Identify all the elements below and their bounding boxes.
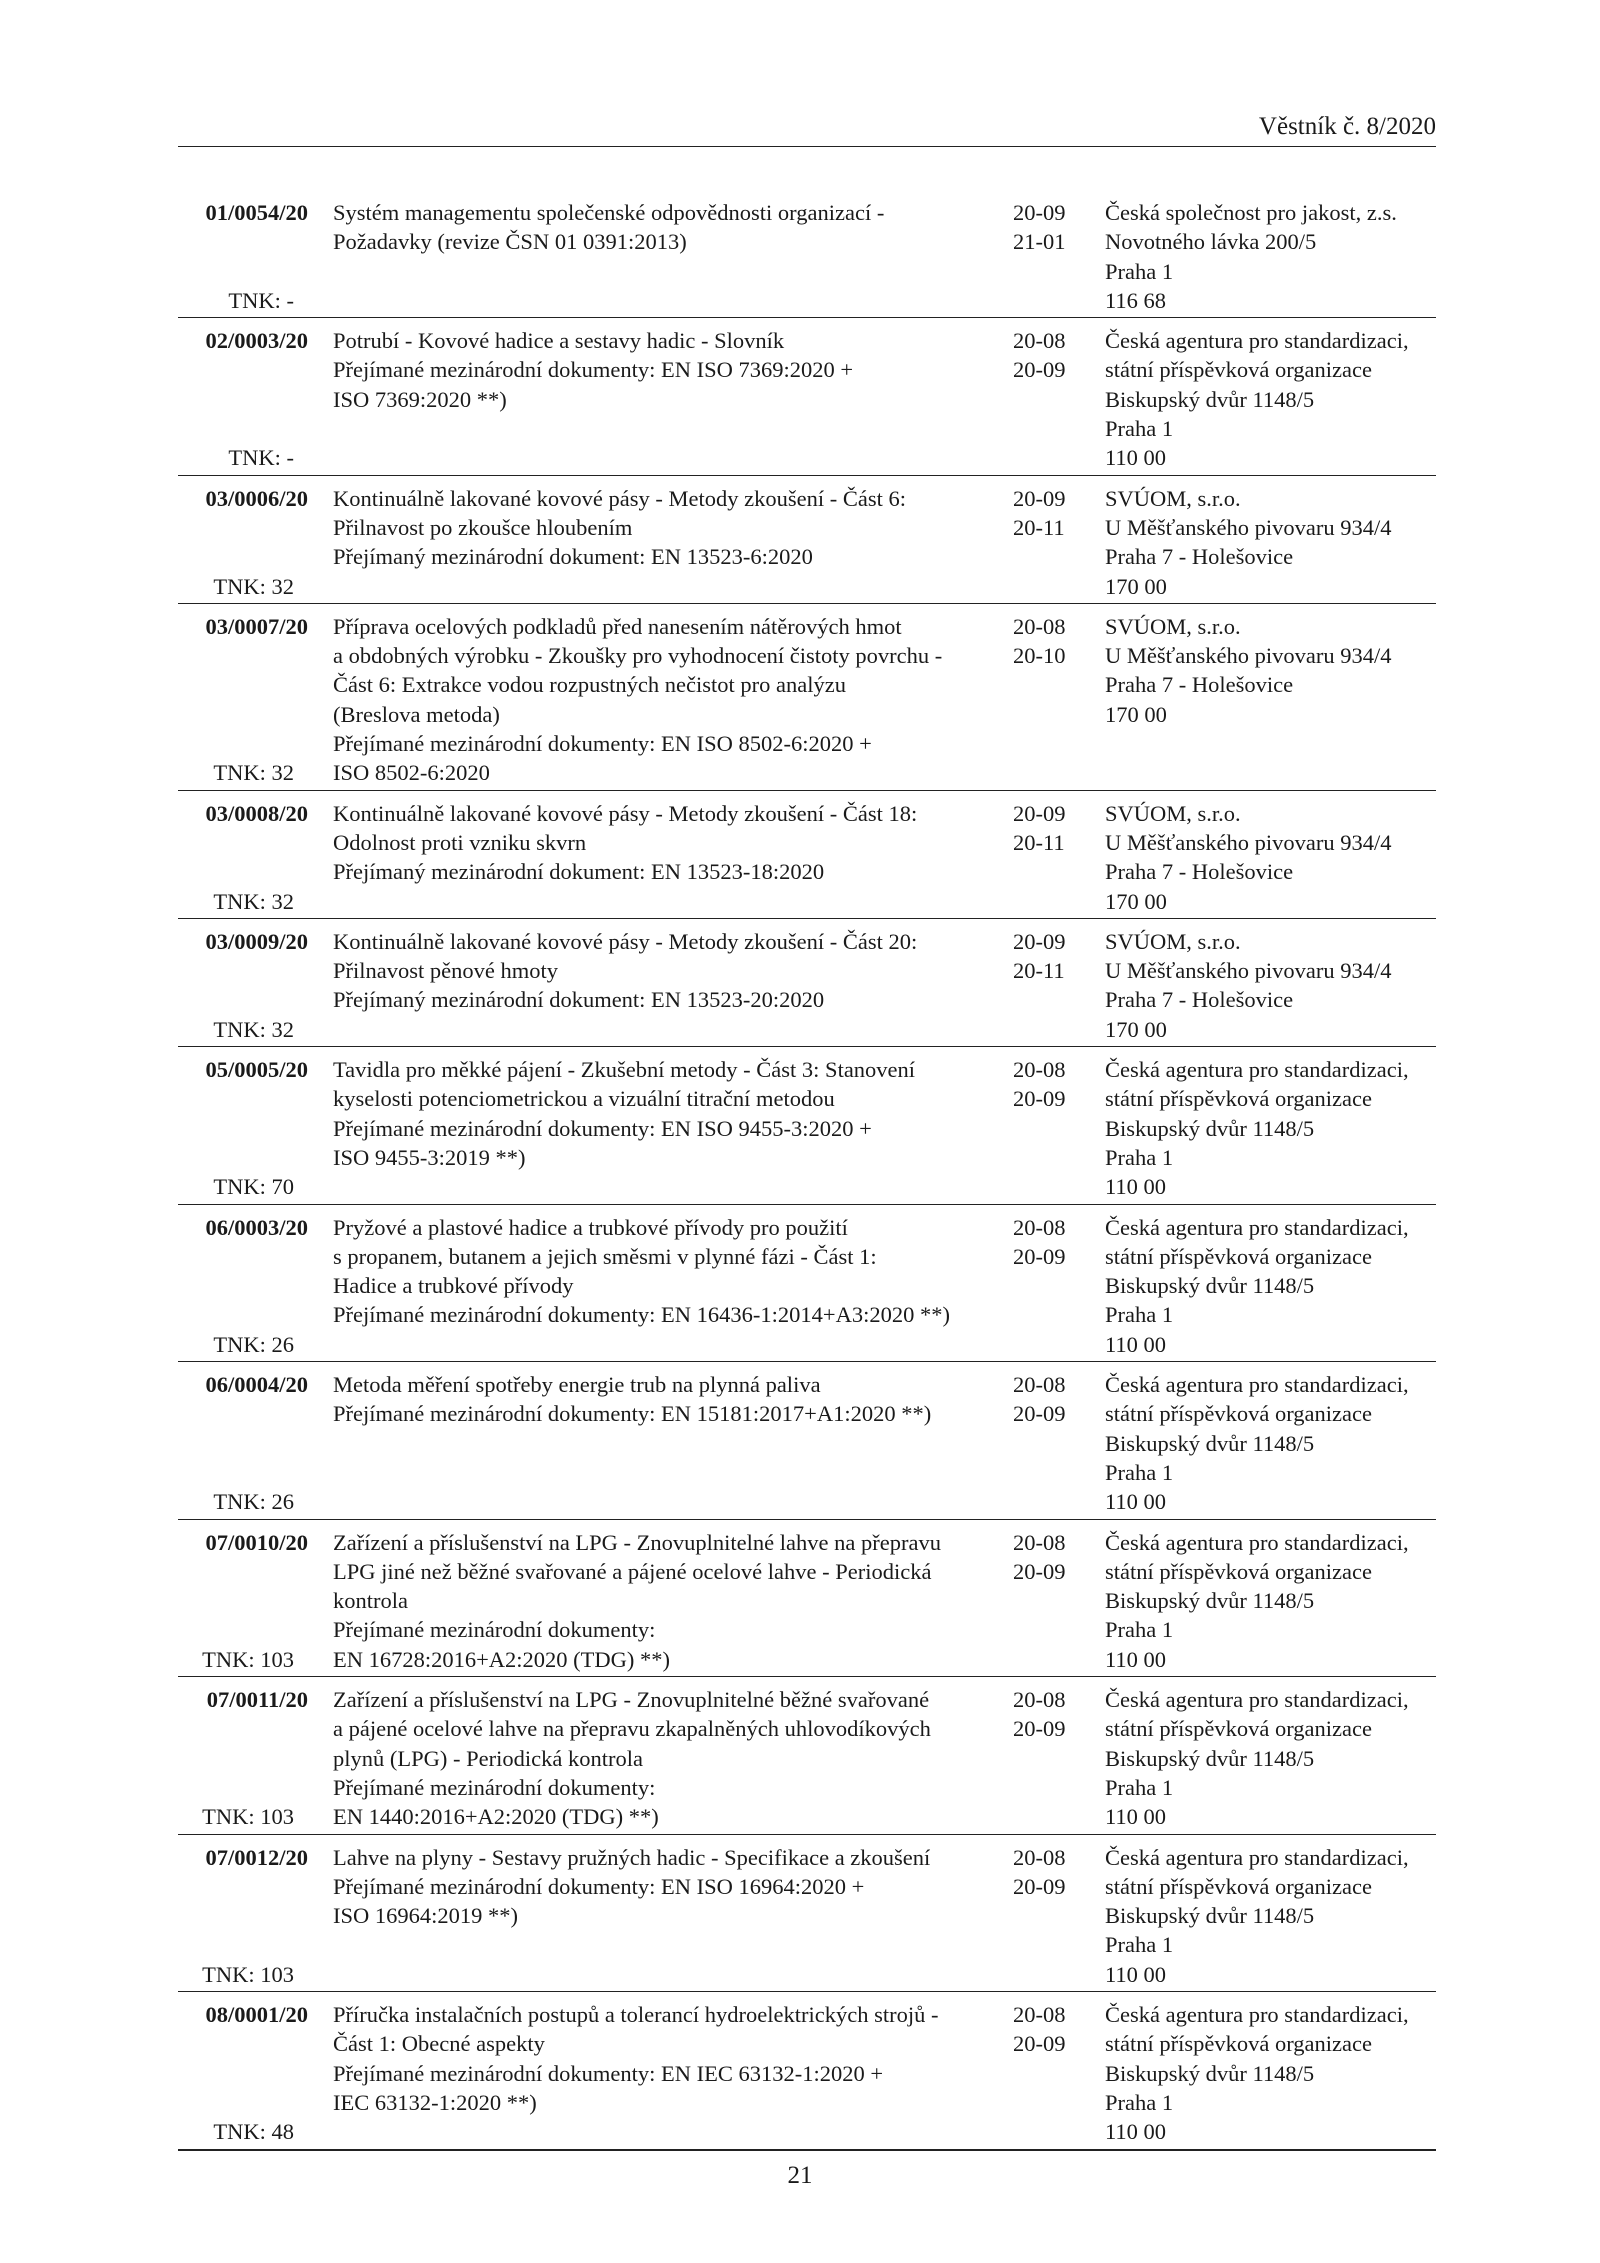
tnk-label: TNK: 32 <box>213 573 294 599</box>
table-row <box>178 919 1436 1047</box>
title-line: Potrubí - Kovové hadice a sestavy hadic - Slovník <box>333 328 785 354</box>
processor-address <box>1105 1843 1435 1989</box>
standard-code: 06/0003/20 <box>205 1214 308 1240</box>
address-line: 110 00 <box>1105 1961 1167 1987</box>
standard-title <box>333 1528 993 1675</box>
standard-title <box>333 1055 993 1202</box>
processor-address <box>1105 927 1435 1044</box>
standard-dates <box>1013 1213 1073 1272</box>
standard-dates <box>1013 198 1073 257</box>
standard-title <box>333 1685 993 1832</box>
title-line: LPG jiné než běžné svařované a pájené ocelové lahve - Periodická <box>333 1558 932 1584</box>
address-line: Praha 7 - Holešovice <box>1105 859 1294 885</box>
date-value: 20-09 <box>1013 1716 1066 1742</box>
title-line: Kontinuálně lakované kovové pásy - Metody zkoušení - Část 18: <box>333 800 918 826</box>
date-value: 20-10 <box>1013 643 1066 669</box>
title-line: a obdobných výrobku - Zkoušky pro vyhodnocení čistoty povrchu - <box>333 643 943 669</box>
title-line: Přejímané mezinárodní dokumenty: EN ISO 8502-6:2020 + <box>333 731 872 757</box>
date-value: 20-11 <box>1013 829 1065 855</box>
title-line: Metoda měření spotřeby energie trub na plynná paliva <box>333 1372 821 1398</box>
standard-code: 03/0008/20 <box>205 800 308 826</box>
address-line: 110 00 <box>1105 445 1167 471</box>
date-value: 20-08 <box>1013 1057 1066 1083</box>
table-row <box>178 1047 1436 1205</box>
address-line: státní příspěvková organizace <box>1105 1401 1372 1427</box>
standard-code: 06/0004/20 <box>205 1372 308 1398</box>
tnk-label: TNK: 32 <box>213 1016 294 1042</box>
title-line: a pájené ocelové lahve na přepravu zkapalněných uhlovodíkových <box>333 1716 931 1742</box>
title-line: IEC 63132-1:2020 **) <box>333 2089 537 2115</box>
date-value: 20-09 <box>1013 357 1066 383</box>
table-row <box>178 1362 1436 1520</box>
address-line: Biskupský dvůr 1148/5 <box>1105 1273 1315 1299</box>
address-line: Praha 1 <box>1105 1774 1174 1800</box>
processor-address <box>1105 612 1435 729</box>
processor-address <box>1105 326 1435 472</box>
title-line: Část 6: Extrakce vodou rozpustných nečistot pro analýzu <box>333 672 846 698</box>
address-line: U Měšťanského pivovaru 934/4 <box>1105 958 1392 984</box>
standard-title <box>333 1843 993 1990</box>
standard-dates <box>1013 1055 1073 1114</box>
address-line: 110 00 <box>1105 1804 1167 1830</box>
title-line: (Breslova metoda) <box>333 701 500 727</box>
title-line: Přejímaný mezinárodní dokument: EN 13523-18:2020 <box>333 859 825 885</box>
title-line: Přejímané mezinárodní dokumenty: EN ISO 16964:2020 + <box>333 1873 865 1899</box>
header-divider <box>178 146 1436 147</box>
address-line: Praha 1 <box>1105 1932 1174 1958</box>
address-line: Praha 1 <box>1105 2089 1174 2115</box>
standard-title <box>333 1370 993 1517</box>
address-line: Biskupský dvůr 1148/5 <box>1105 1430 1315 1456</box>
address-line: Česká agentura pro standardizaci, <box>1105 1529 1409 1555</box>
address-line: 116 68 <box>1105 287 1167 313</box>
date-value: 20-09 <box>1013 1401 1066 1427</box>
address-line: Praha 7 - Holešovice <box>1105 544 1294 570</box>
table-row <box>178 1205 1436 1363</box>
title-line: Přejímané mezinárodní dokumenty: <box>333 1774 656 1800</box>
standard-code: 03/0007/20 <box>205 613 308 639</box>
title-line: Kontinuálně lakované kovové pásy - Metody zkoušení - Část 6: <box>333 485 907 511</box>
standard-dates <box>1013 484 1073 543</box>
standard-code: 03/0006/20 <box>205 485 308 511</box>
standard-title <box>333 927 993 1044</box>
address-line: státní příspěvková organizace <box>1105 1243 1372 1269</box>
address-line: Biskupský dvůr 1148/5 <box>1105 386 1315 412</box>
address-line: Česká agentura pro standardizaci, <box>1105 1844 1409 1870</box>
title-line: Pryžové a plastové hadice a trubkové přívody pro použití <box>333 1214 848 1240</box>
address-line: Česká agentura pro standardizaci, <box>1105 1214 1409 1240</box>
address-line: Biskupský dvůr 1148/5 <box>1105 1588 1315 1614</box>
standard-title <box>333 2000 993 2147</box>
address-line: Česká agentura pro standardizaci, <box>1105 328 1409 354</box>
standard-dates <box>1013 799 1073 858</box>
standard-title <box>333 1213 993 1360</box>
title-line: Přejímaný mezinárodní dokument: EN 13523-20:2020 <box>333 987 825 1013</box>
address-line: Praha 1 <box>1105 416 1174 442</box>
address-line: U Měšťanského pivovaru 934/4 <box>1105 829 1392 855</box>
date-value: 20-08 <box>1013 2002 1066 2028</box>
date-value: 20-09 <box>1013 800 1066 826</box>
title-line: Část 1: Obecné aspekty <box>333 2031 545 2057</box>
standard-code: 02/0003/20 <box>205 328 308 354</box>
tnk-label: TNK: 32 <box>213 888 294 914</box>
address-line: Praha 1 <box>1105 1617 1174 1643</box>
title-line: Požadavky (revize ČSN 01 0391:2013) <box>333 229 687 255</box>
standard-code: 05/0005/20 <box>205 1057 308 1083</box>
title-line: EN 16728:2016+A2:2020 (TDG) **) <box>333 1646 671 1672</box>
address-line: 110 00 <box>1105 1489 1167 1515</box>
date-value: 20-09 <box>1013 200 1066 225</box>
title-line: Přejímané mezinárodní dokumenty: <box>333 1617 656 1643</box>
standard-code: 07/0010/20 <box>205 1529 308 1555</box>
address-line: Česká agentura pro standardizaci, <box>1105 1687 1409 1713</box>
table-row <box>178 318 1436 476</box>
date-value: 20-08 <box>1013 1529 1066 1555</box>
title-line: Přejímaný mezinárodní dokument: EN 13523-6:2020 <box>333 544 813 570</box>
table-row <box>178 604 1436 791</box>
title-line: Hadice a trubkové přívody <box>333 1273 574 1299</box>
date-value: 20-09 <box>1013 485 1066 511</box>
title-line: ISO 9455-3:2019 **) <box>333 1144 526 1170</box>
processor-address <box>1105 1370 1435 1516</box>
tnk-label: TNK: 103 <box>202 1804 294 1830</box>
title-line: Přilnavost po zkoušce hloubením <box>333 514 633 540</box>
title-line: kyselosti potenciometrickou a vizuální titrační metodou <box>333 1086 835 1112</box>
address-line: Praha 1 <box>1105 1144 1174 1170</box>
standard-code: 08/0001/20 <box>205 2002 308 2028</box>
standard-title <box>333 484 993 601</box>
title-line: Příručka instalačních postupů a tolerancí hydroelektrických strojů - <box>333 2002 939 2028</box>
tnk-label: TNK: 48 <box>213 2119 294 2145</box>
processor-address <box>1105 1528 1435 1674</box>
date-value: 20-11 <box>1013 514 1065 540</box>
tnk-label: TNK: 70 <box>213 1174 294 1200</box>
address-line: státní příspěvková organizace <box>1105 2031 1372 2057</box>
standard-dates <box>1013 1685 1073 1744</box>
address-line: státní příspěvková organizace <box>1105 357 1372 383</box>
address-line: U Měšťanského pivovaru 934/4 <box>1105 643 1392 669</box>
title-line: Systém managementu společenské odpovědnosti organizací - <box>333 200 885 225</box>
address-line: státní příspěvková organizace <box>1105 1873 1372 1899</box>
date-value: 20-08 <box>1013 1844 1066 1870</box>
standard-dates <box>1013 1843 1073 1902</box>
date-value: 20-08 <box>1013 1214 1066 1240</box>
date-value: 21-01 <box>1013 229 1066 255</box>
title-line: Kontinuálně lakované kovové pásy - Metody zkoušení - Část 20: <box>333 928 918 954</box>
address-line: 170 00 <box>1105 573 1167 599</box>
date-value: 20-09 <box>1013 1873 1066 1899</box>
title-line: Tavidla pro měkké pájení - Zkušební metody - Část 3: Stanovení <box>333 1057 916 1083</box>
table-row <box>178 476 1436 604</box>
title-line: EN 1440:2016+A2:2020 (TDG) **) <box>333 1804 659 1830</box>
title-line: Přejímané mezinárodní dokumenty: EN IEC 63132-1:2020 + <box>333 2060 884 2086</box>
address-line: 170 00 <box>1105 1016 1167 1042</box>
address-line: Česká agentura pro standardizaci, <box>1105 1057 1409 1083</box>
address-line: 110 00 <box>1105 1331 1167 1357</box>
processor-address <box>1105 198 1435 315</box>
address-line: SVÚOM, s.r.o. <box>1105 800 1241 826</box>
table-row <box>178 190 1436 318</box>
standard-title <box>333 799 993 916</box>
address-line: Biskupský dvůr 1148/5 <box>1105 1115 1315 1141</box>
title-line: plynů (LPG) - Periodická kontrola <box>333 1745 643 1771</box>
title-line: Zařízení a příslušenství na LPG - Znovuplnitelné lahve na přepravu <box>333 1529 941 1555</box>
title-line: Přilnavost pěnové hmoty <box>333 958 558 984</box>
address-line: státní příspěvková organizace <box>1105 1558 1372 1584</box>
title-line: ISO 16964:2019 **) <box>333 1903 518 1929</box>
address-line: Praha 1 <box>1105 1302 1174 1328</box>
date-value: 20-08 <box>1013 1372 1066 1398</box>
tnk-label: TNK: - <box>228 287 294 313</box>
standard-code: 07/0012/20 <box>205 1844 308 1870</box>
address-line: U Měšťanského pivovaru 934/4 <box>1105 514 1392 540</box>
title-line: Přejímané mezinárodní dokumenty: EN 15181:2017+A1:2020 **) <box>333 1401 932 1427</box>
tnk-label: TNK: 103 <box>202 1646 294 1672</box>
address-line: Praha 7 - Holešovice <box>1105 987 1294 1013</box>
table-row <box>178 1520 1436 1678</box>
table-row <box>178 791 1436 919</box>
address-line: SVÚOM, s.r.o. <box>1105 613 1241 639</box>
date-value: 20-09 <box>1013 928 1066 954</box>
processor-address <box>1105 1213 1435 1359</box>
standards-table <box>178 190 1436 2151</box>
address-line: Česká společnost pro jakost, z.s. <box>1105 200 1397 225</box>
tnk-label: TNK: - <box>228 445 294 471</box>
address-line: SVÚOM, s.r.o. <box>1105 928 1241 954</box>
tnk-label: TNK: 26 <box>213 1489 294 1515</box>
processor-address <box>1105 799 1435 916</box>
address-line: 170 00 <box>1105 701 1167 727</box>
date-value: 20-08 <box>1013 1687 1066 1713</box>
address-line: Novotného lávka 200/5 <box>1105 229 1317 255</box>
standard-title <box>333 326 993 473</box>
processor-address <box>1105 2000 1435 2146</box>
standard-dates <box>1013 326 1073 385</box>
title-line: Zařízení a příslušenství na LPG - Znovuplnitelné běžné svařované <box>333 1687 930 1713</box>
date-value: 20-11 <box>1013 958 1065 984</box>
standard-code: 07/0011/20 <box>206 1687 308 1713</box>
tnk-label: TNK: 26 <box>213 1331 294 1357</box>
address-line: 170 00 <box>1105 888 1167 914</box>
title-line: Příprava ocelových podkladů před nanesením nátěrových hmot <box>333 613 902 639</box>
title-line: ISO 8502-6:2020 <box>333 760 490 786</box>
address-line: Praha 7 - Holešovice <box>1105 672 1294 698</box>
date-value: 20-08 <box>1013 328 1066 354</box>
standard-title <box>333 198 993 315</box>
title-line: ISO 7369:2020 **) <box>333 386 507 412</box>
standard-dates <box>1013 927 1073 986</box>
standard-dates <box>1013 1370 1073 1429</box>
standard-code: 01/0054/20 <box>205 200 308 225</box>
title-line: Přejímané mezinárodní dokumenty: EN 16436-1:2014+A3:2020 **) <box>333 1302 950 1328</box>
table-row <box>178 1835 1436 1993</box>
page-number: 21 <box>787 2162 813 2189</box>
processor-address <box>1105 484 1435 601</box>
table-row <box>178 1677 1436 1835</box>
standard-title <box>333 612 993 788</box>
address-line: SVÚOM, s.r.o. <box>1105 485 1241 511</box>
address-line: Biskupský dvůr 1148/5 <box>1105 1903 1315 1929</box>
title-line: Lahve na plyny - Sestavy pružných hadic - Specifikace a zkoušení <box>333 1844 931 1870</box>
address-line: Česká agentura pro standardizaci, <box>1105 2002 1409 2028</box>
title-line: Přejímané mezinárodní dokumenty: EN ISO 7369:2020 + <box>333 357 854 383</box>
page-header: Věstník č. 8/2020 <box>1258 113 1436 140</box>
date-value: 20-09 <box>1013 1243 1066 1269</box>
address-line: státní příspěvková organizace <box>1105 1086 1372 1112</box>
address-line: Praha 1 <box>1105 258 1174 284</box>
processor-address <box>1105 1055 1435 1201</box>
table-row <box>178 1992 1436 2151</box>
tnk-label: TNK: 103 <box>202 1961 294 1987</box>
date-value: 20-08 <box>1013 613 1066 639</box>
standard-dates <box>1013 1528 1073 1587</box>
date-value: 20-09 <box>1013 1086 1066 1112</box>
standard-dates <box>1013 2000 1073 2059</box>
address-line: Česká agentura pro standardizaci, <box>1105 1372 1409 1398</box>
title-line: kontrola <box>333 1588 408 1614</box>
standard-dates <box>1013 612 1073 671</box>
address-line: Biskupský dvůr 1148/5 <box>1105 1745 1315 1771</box>
title-line: Odolnost proti vzniku skvrn <box>333 829 587 855</box>
address-line: Biskupský dvůr 1148/5 <box>1105 2060 1315 2086</box>
address-line: 110 00 <box>1105 2119 1167 2145</box>
address-line: Praha 1 <box>1105 1459 1174 1485</box>
standard-code: 03/0009/20 <box>205 928 308 954</box>
address-line: 110 00 <box>1105 1646 1167 1672</box>
processor-address <box>1105 1685 1435 1831</box>
address-line: 110 00 <box>1105 1174 1167 1200</box>
address-line: státní příspěvková organizace <box>1105 1716 1372 1742</box>
date-value: 20-09 <box>1013 2031 1066 2057</box>
tnk-label: TNK: 32 <box>213 760 294 786</box>
date-value: 20-09 <box>1013 1558 1066 1584</box>
title-line: s propanem, butanem a jejich směsmi v plynné fázi - Část 1: <box>333 1243 877 1269</box>
title-line: Přejímané mezinárodní dokumenty: EN ISO 9455-3:2020 + <box>333 1115 872 1141</box>
